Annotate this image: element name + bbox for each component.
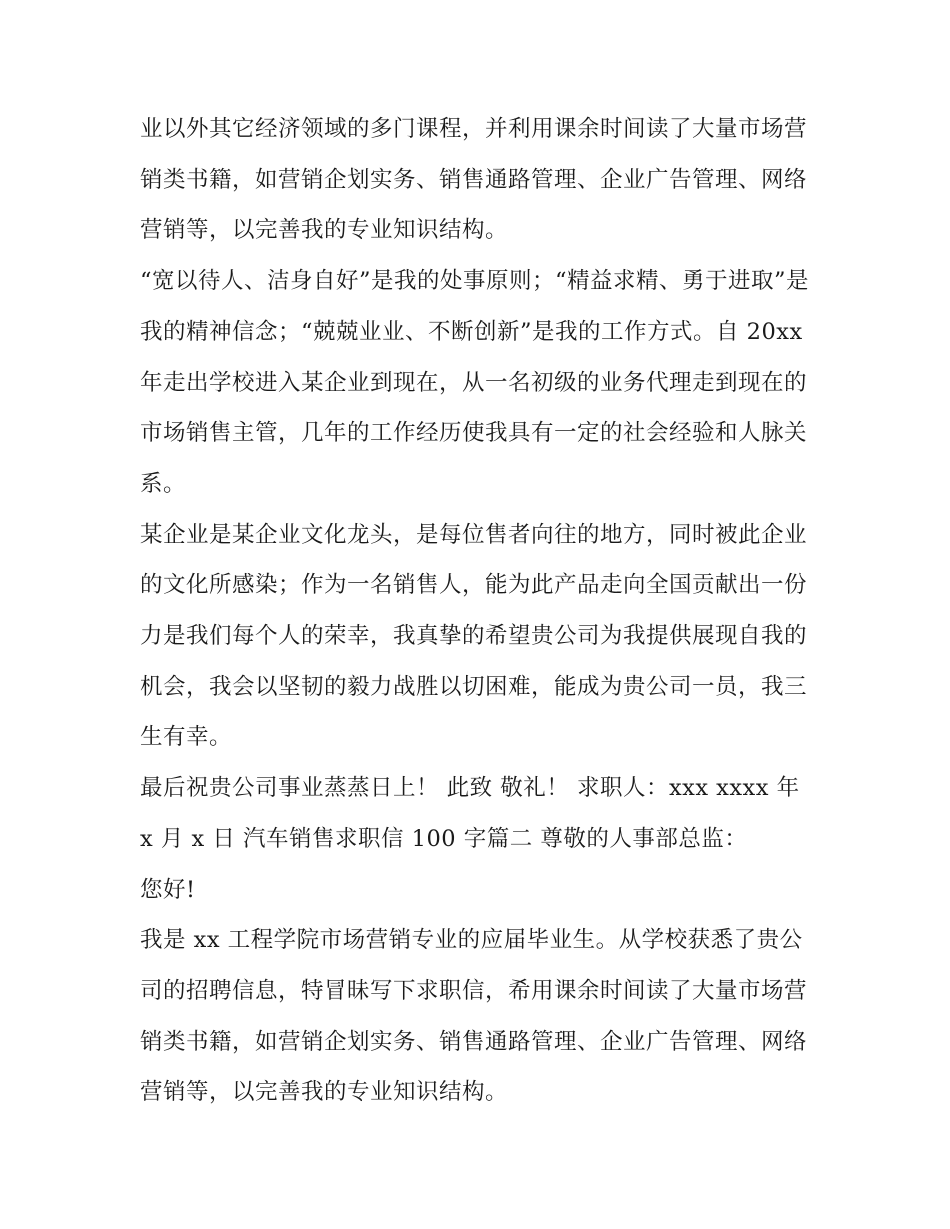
paragraph-introduction: 我是 xx 工程学院市场营销专业的应届毕业生。从学校获悉了贵公司的招聘信息，特冒昧写下求职信，希用课余时间读了大量市场营销类书籍，如营销企划实务、销售通路管理、企业广告管理、网络营销等，以完善我的专业知识结构。 <box>140 927 808 1106</box>
paragraph-principles: “宽以待人、洁身自好”是我的处事原则；“精益求精、勇于进取”是我的精神信念；“兢兢业业、不断创新”是我的工作方式。自 20xx 年走出学校进入某企业到现在，从一名初级的业务代理走到现在的市场销售主管，几年的工作经历使我具有一定的社会经验和人脉关系。 <box>140 268 810 497</box>
paragraph-company: 某企业是某企业文化龙头，是每位售者向往的地方，同时被此企业的文化所感染；作为一名销售人，能为此产品走向全国贡献出一份力是我们每个人的荣幸，我真挚的希望贵公司为我提供展现自我的机会，我会以坚韧的毅力战胜以切困难，能成为贵公司一员，我三生有幸。 <box>140 521 808 751</box>
paragraph-closing: 最后祝贵公司事业蒸蒸日上！ 此致 敬礼！ 求职人：xxx xxxx 年 x 月 x 日 汽车销售求职信 100 字篇二 尊敬的人事部总监： <box>140 775 800 852</box>
paragraph-greeting: 您好! <box>140 876 196 903</box>
document-body <box>140 104 815 1118</box>
paragraph-coursework: 业以外其它经济领域的多门课程，并利用课余时间读了大量市场营销类书籍，如营销企划实务、销售通路管理、企业广告管理、网络营销等，以完善我的专业知识结构。 <box>140 116 808 244</box>
